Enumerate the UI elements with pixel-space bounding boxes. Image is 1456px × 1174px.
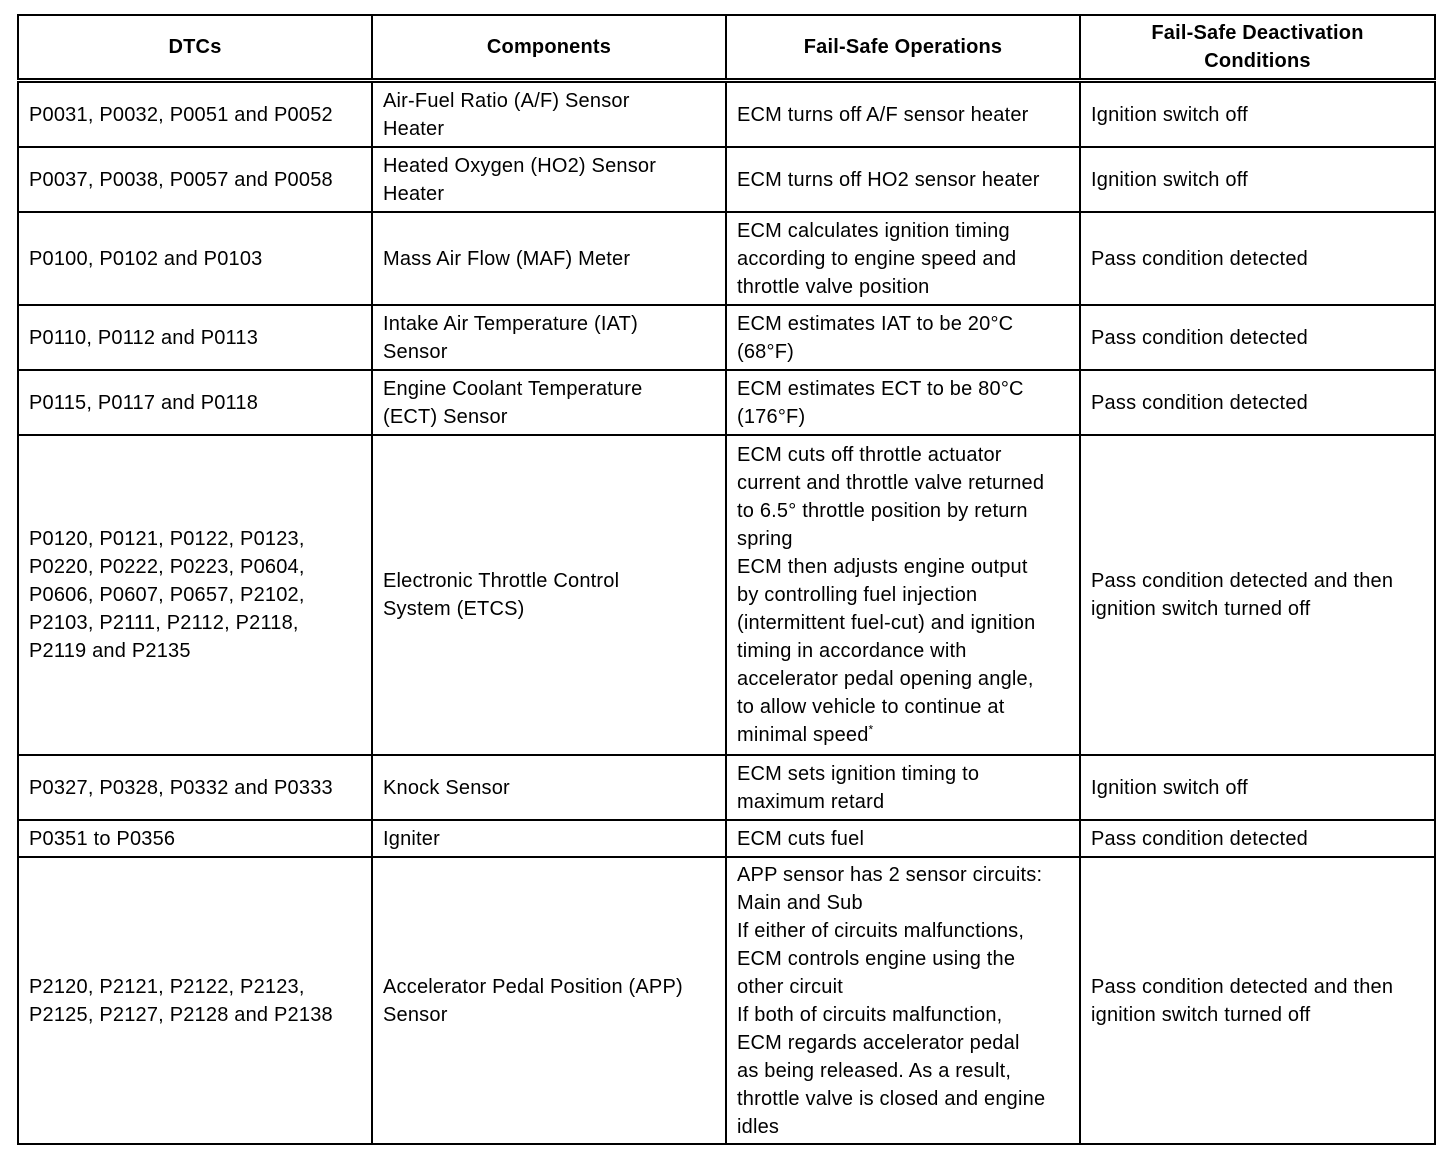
table-row bbox=[18, 370, 1435, 435]
cell-deactivation: Ignition switch off bbox=[1080, 147, 1435, 212]
cell-operation: ECM turns off A/F sensor heater bbox=[726, 81, 1080, 148]
header-dtcs: DTCs bbox=[18, 15, 372, 81]
header-deactivation-conditions: Fail-Safe Deactivation Conditions bbox=[1080, 15, 1435, 81]
table-row bbox=[18, 755, 1435, 820]
cell-operation: ECM turns off HO2 sensor heater bbox=[726, 147, 1080, 212]
cell-dtcs: P0327, P0328, P0332 and P0333 bbox=[18, 755, 372, 820]
cell-operation-text: ECM cuts off throttle actuator current and throttle valve returned to 6.5° throttle position by return spring ECM then adjusts engine output by controlling fuel injection (intermittent fuel-cut) and ignition timing in accordance with accelerator pedal opening angle, to allow vehicle to continue at minimal speed bbox=[737, 444, 1045, 746]
table-row bbox=[18, 820, 1435, 857]
cell-operation: ECM sets ignition timing to maximum retard bbox=[726, 755, 1080, 820]
cell-operation: APP sensor has 2 sensor circuits: Main and Sub If either of circuits malfunctions, ECM controls engine using the other circuit If both of circuits malfunction, ECM regards accelerator pedal as being released. As a result, throttle valve is closed and engine idles bbox=[726, 857, 1080, 1144]
cell-deactivation: Pass condition detected bbox=[1080, 370, 1435, 435]
cell-component: Accelerator Pedal Position (APP) Sensor bbox=[372, 857, 726, 1144]
footnote-mark: * bbox=[868, 722, 874, 737]
cell-deactivation: Pass condition detected bbox=[1080, 820, 1435, 857]
cell-deactivation: Pass condition detected bbox=[1080, 305, 1435, 370]
cell-dtcs: P2120, P2121, P2122, P2123, P2125, P2127, P2128 and P2138 bbox=[18, 857, 372, 1144]
cell-operation: ECM calculates ignition timing according to engine speed and throttle valve position bbox=[726, 212, 1080, 305]
table-row bbox=[18, 81, 1435, 148]
cell-deactivation: Pass condition detected and then ignition switch turned off bbox=[1080, 435, 1435, 755]
cell-dtcs: P0037, P0038, P0057 and P0058 bbox=[18, 147, 372, 212]
cell-deactivation: Ignition switch off bbox=[1080, 81, 1435, 148]
cell-dtcs: P0351 to P0356 bbox=[18, 820, 372, 857]
cell-operation: ECM estimates ECT to be 80°C (176°F) bbox=[726, 370, 1080, 435]
cell-dtcs: P0115, P0117 and P0118 bbox=[18, 370, 372, 435]
table-row bbox=[18, 435, 1435, 755]
cell-operation: ECM cuts fuel bbox=[726, 820, 1080, 857]
cell-dtcs: P0031, P0032, P0051 and P0052 bbox=[18, 81, 372, 148]
fail-safe-table bbox=[17, 14, 1436, 1145]
cell-dtcs: P0100, P0102 and P0103 bbox=[18, 212, 372, 305]
cell-dtcs: P0120, P0121, P0122, P0123, P0220, P0222, P0223, P0604, P0606, P0607, P0657, P2102, P2103, P2111, P2112, P2118, P2119 and P2135 bbox=[18, 435, 372, 755]
cell-component: Electronic Throttle Control System (ETCS) bbox=[372, 435, 726, 755]
cell-component: Air-Fuel Ratio (A/F) Sensor Heater bbox=[372, 81, 726, 148]
cell-component: Igniter bbox=[372, 820, 726, 857]
cell-operation: ECM estimates IAT to be 20°C (68°F) bbox=[726, 305, 1080, 370]
table-row bbox=[18, 857, 1435, 1144]
table-row bbox=[18, 212, 1435, 305]
cell-component: Mass Air Flow (MAF) Meter bbox=[372, 212, 726, 305]
table-row bbox=[18, 147, 1435, 212]
cell-deactivation: Pass condition detected bbox=[1080, 212, 1435, 305]
cell-component: Knock Sensor bbox=[372, 755, 726, 820]
cell-operation bbox=[726, 435, 1080, 755]
header-fail-safe-operations: Fail-Safe Operations bbox=[726, 15, 1080, 81]
cell-component: Intake Air Temperature (IAT) Sensor bbox=[372, 305, 726, 370]
cell-component: Engine Coolant Temperature (ECT) Sensor bbox=[372, 370, 726, 435]
cell-dtcs: P0110, P0112 and P0113 bbox=[18, 305, 372, 370]
cell-deactivation: Ignition switch off bbox=[1080, 755, 1435, 820]
cell-deactivation: Pass condition detected and then ignition switch turned off bbox=[1080, 857, 1435, 1144]
table-header-row bbox=[18, 15, 1435, 81]
cell-component: Heated Oxygen (HO2) Sensor Heater bbox=[372, 147, 726, 212]
header-components: Components bbox=[372, 15, 726, 81]
table-row bbox=[18, 305, 1435, 370]
